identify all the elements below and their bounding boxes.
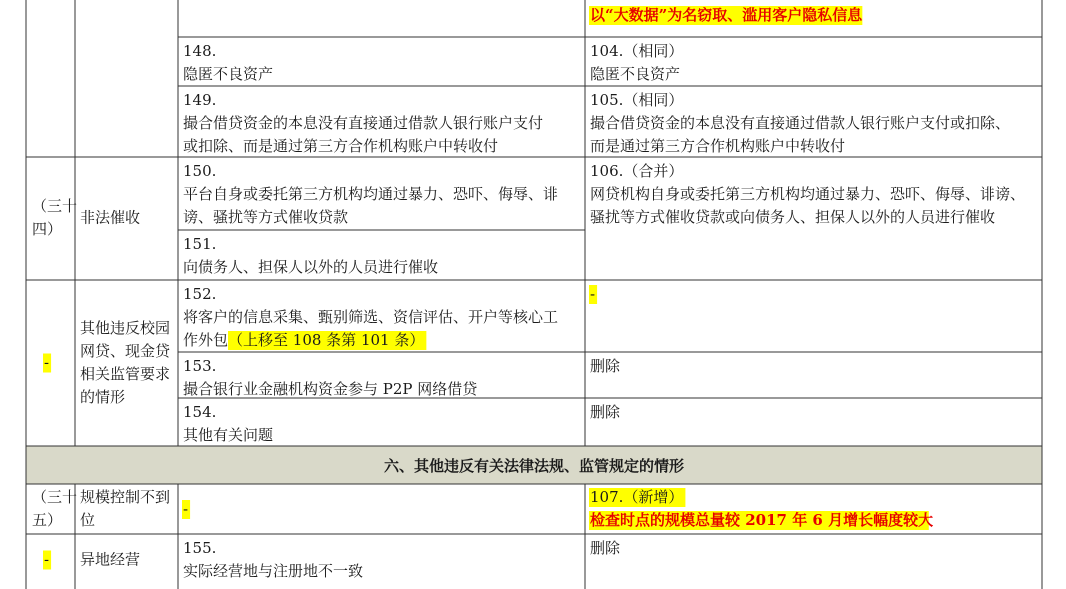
cell-text: 撮合借贷资金的本息没有直接通过借款人银行账户支付或扣除、 [590, 114, 1011, 132]
cell-text: 谤、骚扰等方式催收贷款 [183, 208, 349, 226]
section-header: 六、其他违反有关法律法规、监管规定的情形 [383, 457, 685, 475]
table-text [32, 6, 1025, 580]
cell-text: 撮合借贷资金的本息没有直接通过借款人银行账户支付 [183, 114, 544, 132]
cell-text: 148. [183, 42, 217, 60]
cell-text: 骚扰等方式催收贷款或向债务人、担保人以外的人员进行催收 [590, 208, 996, 226]
cell-text: 150. [183, 162, 217, 180]
cell-text: 位 [80, 511, 96, 529]
cell-text: （三十 [32, 488, 78, 506]
cell-text: 107.（新增） [590, 488, 684, 506]
cell-text: 向债务人、担保人以外的人员进行催收 [183, 258, 439, 276]
cell-text: 154. [183, 403, 217, 421]
cell-text: 以“大数据”为名窃取、滥用客户隐私信息 [590, 6, 863, 24]
cell-text: 相关监管要求 [80, 365, 171, 383]
cell-text: 实际经营地与注册地不一致 [183, 562, 364, 580]
cell-text: 删除 [590, 539, 621, 557]
cell-text: - [44, 550, 50, 569]
cell-text: 155. [183, 539, 217, 557]
cell-text: - [183, 500, 189, 518]
cell-text: 作外包 [183, 331, 229, 349]
cell-text: 异地经营 [80, 550, 141, 569]
cell-text: 151. [183, 235, 217, 253]
cell-text: 或扣除、而是通过第三方合作机构账户中转收付 [183, 137, 499, 155]
cell-text: 106.（合并） [590, 162, 684, 180]
cell-text: 将客户的信息采集、甄别筛选、资信评估、开户等核心工 [183, 308, 559, 326]
cell-text: 平台自身或委托第三方机构均通过暴力、恐吓、侮辱、诽 [183, 185, 559, 203]
cell-text: - [590, 285, 596, 303]
cell-text: 105.（相同） [590, 91, 684, 109]
cell-text: 的情形 [80, 388, 126, 406]
cell-text: 删除 [590, 357, 621, 375]
cell-text: 网贷、现金贷 [80, 342, 171, 360]
cell-text: 其他违反校园 [80, 319, 171, 337]
cell-text: 网贷机构自身或委托第三方机构均通过暴力、恐吓、侮辱、诽谤、 [590, 185, 1026, 203]
cell-text: 153. [183, 357, 217, 375]
cell-text: 其他有关问题 [183, 426, 274, 444]
table-grid [26, 0, 1042, 589]
cell-text: 149. [183, 91, 217, 109]
cell-text: 隐匿不良资产 [183, 65, 274, 83]
cell-text: 五） [32, 511, 63, 529]
cell-text: 检查时点的规模总量较 2017 年 6 月增长幅度较大 [590, 511, 934, 529]
cell-text-highlighted: （上移至 108 条第 101 条） [228, 331, 425, 349]
cell-text: 撮合银行业金融机构资金参与 P2P 网络借贷 [183, 380, 478, 398]
cell-text: 隐匿不良资产 [590, 65, 681, 83]
cell-text: 删除 [590, 403, 621, 421]
cell-text: 152. [183, 285, 217, 303]
cell-text: 四） [32, 220, 63, 238]
cell-text: 非法催收 [80, 208, 141, 227]
cell-text: （三十 [32, 197, 78, 215]
cell-text: 104.（相同） [590, 42, 684, 60]
cell-text: - [44, 353, 50, 372]
cell-text: 规模控制不到 [80, 488, 171, 506]
cell-text: 而是通过第三方合作机构账户中转收付 [590, 137, 846, 155]
